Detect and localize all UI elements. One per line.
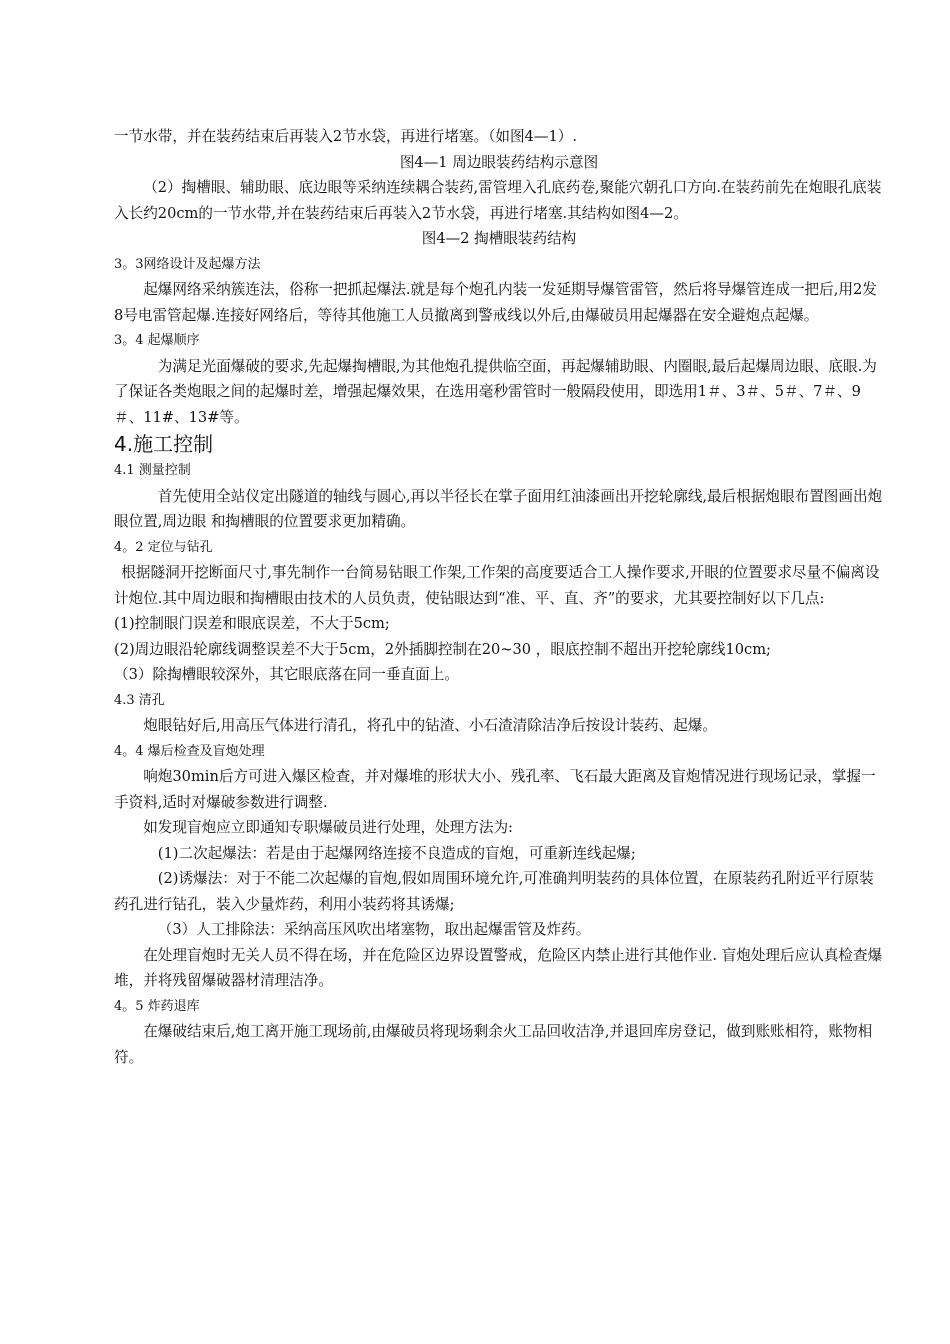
section-heading: 4。4 爆后检查及盲炮处理 [114,743,265,759]
section-heading: 4。5 炸药退库 [114,998,200,1014]
list-item: (1)二次起爆法：若是由于起爆网络连接不良造成的盲炮，可重新连线起爆; [157,844,636,862]
paragraph: 起爆网络采纳簇连法，俗称一把抓起爆法.就是每个炮孔内装一发延期导爆管雷管，然后将导爆管连成一把后,用2发8号电雷管起爆.连接好网络后，等待其他施工人员撤离到警戒线以外后,由爆破员用起爆器在安全避炮点起爆。 [114,281,877,324]
paragraph: （2）掏槽眼、辅助眼、底边眼等采纳连续耦合装药,雷管埋入孔底药卷,聚能穴朝孔口方向.在装药前先在炮眼孔底装入长约20cm的一节水带,并在装药结束后再装入2节水袋，再进行堵塞.其结构如图4—2。 [114,179,882,222]
figure-caption: 图4—1 周边眼装药结构示意图 [399,153,599,171]
list-item: (2)诱爆法：对于不能二次起爆的盲炮,假如周围环境允许,可准确判明装药的具体位置，在原装药孔附近平行原装药孔进行钻孔，装入少量炸药，利用小装药将其诱爆; [114,870,874,913]
paragraph: 响炮30min后方可进入爆区检查，并对爆堆的形状大小、残孔率、飞石最大距离及盲炮情况进行现场记录，掌握一手资料,适时对爆破参数进行调整. [114,768,876,811]
section-heading: 3。4 起爆顺序 [114,333,200,348]
document-body [114,124,884,1070]
paragraph: 在处理盲炮时无关人员不得在场，并在危险区边界设置警戒，危险区内禁止进行其他作业. 盲炮处理后应认真检查爆堆，并将残留爆破器材清理洁净。 [114,946,883,989]
paragraph: 在爆破结束后,炮工离开施工现场前,由爆破员将现场剩余火工品回收洁净,并退回库房登记，做到账账相符，账物相符。 [114,1023,873,1066]
list-item: （3）人工排除法：采纳高压风吹出堵塞物，取出起爆雷管及炸药。 [157,921,591,938]
paragraph: 根据隧洞开挖断面尺寸,事先制作一台简易钻眼工作架,工作架的高度要适合工人操作要求,开眼的位置要求尽量不偏离设计炮位.其中周边眼和掏槽眼由技术的人员负责，使钻眼达到“准、平、直、齐”的要求，尤其要控制好以下几点: [114,564,880,607]
figure-caption: 图4—2 掏槽眼装药结构 [421,230,577,247]
list-item: （3）除掏槽眼较深外，其它眼底落在同一垂直面上。 [114,666,459,683]
section-heading: 4.1 测量控制 [114,463,191,478]
paragraph: 为满足光面爆破的要求,先起爆掏槽眼,为其他炮孔提供临空面，再起爆辅助眼、内圈眼,最后起爆周边眼、底眼.为了保证各类炮眼之间的起爆时差，增强起爆效果，在选用毫秒雷管时一般隔段使用，即选用1＃、3＃、5＃、7＃、9＃、11#、13#等。 [114,357,877,426]
list-item: (1)控制眼门误差和眼底误差，不大于5cm; [114,615,390,632]
paragraph: 首先使用全站仪定出隧道的轴线与圆心,再以半径长在掌子面用红油漆画出开挖轮廓线,最后根据炮眼布置图画出炮眼位置,周边眼 和掏槽眼的位置要求更加精确。 [114,487,883,530]
section-heading: 4.3 清孔 [114,692,165,708]
chapter-heading: 4.施工控制 [114,432,214,456]
list-item: (2)周边眼沿轮廓线调整误差不大于5cm，2外插脚控制在20~30 ，眼底控制不超出开挖轮廓线10cm; [114,640,771,658]
paragraph: 一节水带，并在装药结束后再装入2节水袋，再进行堵塞。（如图4—1）. [114,128,578,145]
paragraph: 如发现盲炮应立即通知专职爆破员进行处理，处理方法为: [143,819,513,836]
paragraph: 炮眼钻好后,用高压气体进行清孔，将孔中的钻渣、小石渣清除洁净后按设计装药、起爆。 [143,717,717,734]
section-heading: 4。2 定位与钻孔 [114,539,213,555]
section-heading: 3。3网络设计及起爆方法 [114,256,261,272]
